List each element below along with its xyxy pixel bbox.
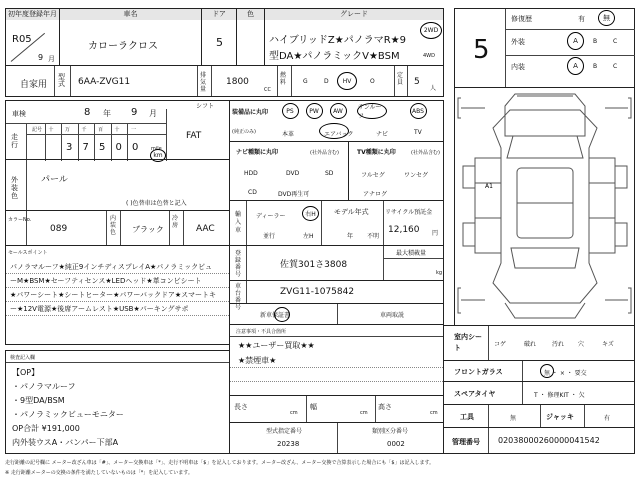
seat-item: 穴	[578, 341, 585, 348]
spare-row	[443, 381, 635, 405]
int-a-circle	[567, 57, 584, 75]
inspection-year: 8	[84, 107, 91, 118]
ext-a-circle	[567, 32, 584, 50]
drive-2wd: 2WD	[423, 27, 439, 34]
front-glass-label: フロントガラス	[454, 368, 503, 376]
height-label: 高さ	[378, 403, 392, 411]
reg-no-value: 佐賀301さ3808	[280, 260, 348, 270]
mileage-unit-label: 百	[98, 127, 104, 133]
mgmt-value: 02038000260000041542	[498, 436, 600, 445]
color-cell	[236, 8, 265, 66]
mileage-label: 走行	[11, 133, 18, 149]
drive-2wd-circle	[420, 22, 442, 39]
repair-label: 修復歴	[511, 15, 532, 23]
int-grade-a: A	[573, 62, 578, 70]
color-code-value: 089	[50, 224, 68, 234]
right-hand-circle	[302, 206, 319, 221]
chassis-value: ZVG11-1075842	[280, 287, 355, 297]
disp-label: 排気量	[200, 72, 207, 93]
reg-year-cell	[5, 8, 60, 66]
equip-item-bottom: TV	[414, 129, 422, 136]
mileage-unit-label: 千	[81, 127, 87, 133]
fuel-d: D	[324, 78, 329, 85]
inspector-line: 内外装ウスA・バンパー下部A	[12, 438, 119, 447]
warranty-row	[229, 303, 444, 325]
displacement: 1800	[226, 77, 249, 87]
fuel-g: G	[303, 78, 308, 85]
grade-line1: ハイブリッドZ★パノラマR★9	[269, 35, 406, 46]
car-diagram	[455, 88, 634, 324]
equipment-cell	[229, 100, 444, 142]
warranty-circle	[274, 307, 290, 322]
grade-label: グレード	[265, 9, 443, 20]
mgmt-label: 管理番号	[452, 438, 480, 446]
tv-note: (社外品含む)	[411, 150, 440, 156]
front-glass-value: 無 ・ × ・ 要交	[544, 370, 587, 377]
exterior-label: 外装	[511, 38, 525, 46]
tv-oneseg: ワンセグ	[404, 172, 429, 179]
tools-value: 無	[510, 415, 517, 422]
nav-dvd-play: DVD再生可	[278, 191, 310, 198]
max-load-kg: kg	[436, 270, 443, 276]
inspection-cell	[5, 100, 230, 160]
nav-label: ナビ種類に丸印	[236, 149, 279, 156]
model: 6AA-ZVG11	[78, 77, 131, 87]
reg-no-cell	[229, 245, 444, 281]
equip-item: PS	[286, 107, 294, 115]
fuel-o: O	[370, 78, 375, 85]
nav-hdd: HDD	[244, 170, 258, 177]
interior-color: ブラック	[132, 225, 164, 234]
inspection-month-unit: 月	[149, 109, 157, 118]
type-value: 20238	[277, 440, 300, 448]
model-label: 型式	[58, 73, 65, 88]
tools-label: 工具	[460, 413, 474, 421]
equip-item-bottom: ナビ	[376, 131, 389, 138]
seat-label: 室内シート	[454, 333, 482, 352]
sales-points-box	[5, 245, 230, 345]
inspector-label: 検査記入欄	[10, 355, 36, 361]
recycle-value: 12,160	[388, 225, 420, 235]
width-cm: cm	[360, 410, 368, 416]
notes-line1: ★★ユーザー買取★★	[238, 341, 315, 350]
fuel-hv-circle	[337, 72, 357, 90]
recycle-label: リサイクル預託金	[385, 209, 433, 216]
repair-no-circle	[598, 10, 615, 26]
parallel: 並行	[263, 233, 276, 240]
tools-row	[443, 404, 635, 428]
mgmt-row	[443, 427, 635, 454]
airbag-circle	[319, 123, 349, 139]
ext-color-label: 外装色	[11, 176, 18, 200]
reg-year: R05	[12, 34, 32, 45]
recycle-unit: 円	[432, 230, 439, 237]
doors-label: ドア	[202, 9, 236, 20]
int-grade-b: B	[593, 63, 598, 70]
notes-label: 注意事項・不具合箇所	[236, 329, 287, 335]
nav-note: (社外品含む)	[310, 150, 339, 156]
usage: 自家用	[20, 80, 48, 90]
interior-label: 内装	[511, 63, 525, 71]
cc-unit: CC	[264, 87, 271, 93]
mileage-unit-label: 万	[65, 127, 71, 133]
ac-label: 冷房	[172, 215, 179, 229]
ext-grade-c: C	[613, 38, 618, 45]
mileage-unit-label: 記号	[32, 127, 43, 133]
front-glass-row	[443, 360, 635, 382]
equip-item-circle	[282, 103, 299, 119]
doors: 5	[216, 36, 223, 49]
inspector-box	[5, 350, 230, 454]
shift-label: シフト	[196, 103, 215, 110]
type-class-row	[229, 422, 444, 454]
type-label: 型式指定番号	[266, 428, 303, 435]
ac-value: AAC	[196, 224, 215, 234]
ext-color-note: ( )色替車は色替と記入	[126, 200, 187, 207]
chassis-cell	[229, 280, 444, 311]
equip-item-bottom: エアバック	[324, 131, 354, 138]
usage-row	[5, 65, 444, 97]
inspection-year-unit: 年	[103, 109, 111, 118]
mile-unit: mile	[151, 146, 162, 152]
inspector-line: ・パノラマルーフ	[12, 382, 76, 391]
seat-item: キズ	[602, 341, 614, 348]
mileage-digit: 5	[99, 142, 106, 153]
capacity-unit: 人	[430, 85, 437, 92]
left-hand: 左H	[303, 233, 314, 240]
sales-point-line: ー★12V電源★後席アームレスト★USB★パーキングサポ	[10, 305, 189, 313]
score-box	[454, 8, 635, 88]
length-cm: cm	[290, 410, 298, 416]
equip-item-circle	[410, 103, 427, 119]
sales-points-label: セールスポイント	[8, 250, 48, 256]
doors-cell	[201, 8, 237, 66]
class-label: 類別区分番号	[372, 428, 409, 435]
score-value: 5	[473, 35, 490, 65]
length-label: 長さ	[234, 403, 248, 411]
car-name-cell	[59, 8, 202, 66]
height-cm: cm	[430, 410, 438, 416]
dealer: ディーラー	[256, 213, 286, 220]
footer-line1: 走行距離の記号欄に メーター改ざん車は「#」、メーター交換車は「*」、走行不明車は「$」を記入しております。メーター改ざん、メーター交換で合算表示した場合にも「$」は記入します。	[5, 460, 435, 466]
color-label: 色	[237, 9, 264, 20]
import-label: 輸入車	[235, 211, 242, 234]
front-glass-circle	[540, 364, 554, 378]
equipment-note: (純正のみ)	[232, 129, 256, 135]
equip-item: ABS	[412, 107, 424, 115]
model-year-unit: 年	[347, 233, 354, 240]
jack-label: ジャッキ	[546, 413, 574, 421]
notes-box	[229, 324, 444, 396]
damage-a1: A1	[485, 183, 493, 190]
color-code-row	[5, 210, 230, 246]
inspector-line: OP合計 ¥191,000	[12, 424, 80, 433]
mileage-unit-label: 十	[114, 127, 120, 133]
inspector-line: ・パノラミックビューモニター	[12, 410, 124, 419]
interior-color-label: 内装色	[110, 215, 117, 236]
new-car-warranty: 新車保証書	[260, 312, 291, 319]
tv-analog: アナログ	[363, 191, 388, 198]
nav-sd: SD	[325, 170, 334, 177]
km-unit: km	[153, 152, 163, 159]
drive-4wd: 4WD	[423, 53, 435, 59]
footer-line2: ※ 走行距離メーターの交換の条件を満たしていないものは「*」を記入しています。	[5, 470, 193, 476]
owner-manual: 車両取説	[380, 312, 405, 319]
car-name-label: 車名	[60, 9, 201, 20]
seat-row	[443, 325, 635, 361]
spare-label: スペアタイヤ	[454, 390, 496, 398]
mileage-unit-label: 十	[48, 127, 54, 133]
reg-no-label: 登録番号	[235, 250, 242, 278]
capacity: 5	[414, 77, 420, 87]
inspection-label: 車検	[12, 110, 26, 118]
shift-value: FAT	[186, 131, 202, 141]
equip-item: AW	[333, 107, 343, 115]
max-load-label: 最大積載量	[396, 250, 427, 257]
notes-line2: ★禁煙車★	[238, 356, 277, 365]
inspector-line: 【OP】	[12, 368, 40, 377]
equip-item-circle	[330, 103, 347, 119]
jack-value: 有	[604, 415, 611, 422]
repair-no: 無	[603, 14, 610, 22]
repair-yes: 有	[578, 15, 585, 23]
fuel-hv: HV	[342, 77, 352, 85]
mileage-digit: 0	[115, 142, 122, 153]
sales-point-line: ★パワーシート★シートヒーター★パワーバックドア★スマートキ	[10, 291, 216, 299]
nav-cd: CD	[248, 189, 257, 196]
mileage-digit: 3	[66, 142, 73, 153]
ext-color-cell	[5, 159, 230, 211]
class-value: 0002	[387, 440, 405, 448]
ext-color-value: パール	[41, 175, 68, 185]
equip-item-circle	[306, 103, 323, 119]
inspection-month: 9	[131, 107, 138, 118]
equip-item-circle	[357, 103, 387, 119]
seat-item: 汚れ	[552, 341, 565, 348]
dims-row	[229, 395, 444, 423]
grade-line2: 型DA★パノラミックV★BSM	[269, 51, 400, 62]
mileage-digit: 7	[82, 142, 89, 153]
equip-item-bottom: 本革	[282, 131, 295, 138]
model-year-label: モデル年式	[334, 208, 369, 216]
color-code-label: カラーNo.	[8, 217, 32, 223]
seat-item: コゲ	[494, 341, 507, 348]
int-grade-c: C	[613, 63, 618, 70]
equip-item: サンルーフ	[358, 104, 382, 120]
model-year-unknown: 不明	[367, 233, 380, 240]
sales-point-line: パノラマルーフ★純正9インチディスプレイA★パノラミックビュ	[10, 263, 213, 271]
equipment-label: 装備品に丸印	[232, 109, 269, 116]
equip-item: PW	[309, 107, 319, 115]
car-diagram-box	[454, 88, 635, 326]
reg-month-unit: 月	[48, 55, 55, 63]
tv-cell	[348, 141, 444, 201]
mileage-digit: 0	[132, 142, 139, 153]
inspector-line: ・9型DA/BSM	[12, 396, 65, 405]
import-row	[229, 200, 444, 246]
car-name: カローラクロス	[88, 41, 158, 52]
right-hand: 右H	[305, 211, 316, 218]
fuel-label: 燃料	[280, 72, 287, 86]
spare-value: T ・ 修理KIT ・ 欠	[534, 392, 585, 399]
chassis-label: 車台番号	[235, 283, 242, 311]
nav-dvd: DVD	[286, 170, 300, 177]
capacity-label: 定員	[397, 72, 404, 86]
seat-item: 破れ	[524, 341, 537, 348]
width-label: 幅	[310, 403, 317, 411]
ext-grade-a: A	[573, 37, 578, 45]
mileage-unit-label: 一	[131, 127, 137, 133]
tv-label: TV種類に丸印	[357, 149, 396, 156]
reg-month: 9	[38, 53, 44, 62]
grade-cell	[264, 8, 444, 66]
sales-point-line: ーM★BSM★セーフティセンス★LEDヘッド★革コンビシート	[10, 277, 202, 285]
ext-grade-b: B	[593, 38, 598, 45]
nav-cell	[229, 141, 349, 201]
tv-fullseg: フルセグ	[361, 172, 385, 179]
reg-year-label: 初年度登録年月	[8, 10, 57, 18]
